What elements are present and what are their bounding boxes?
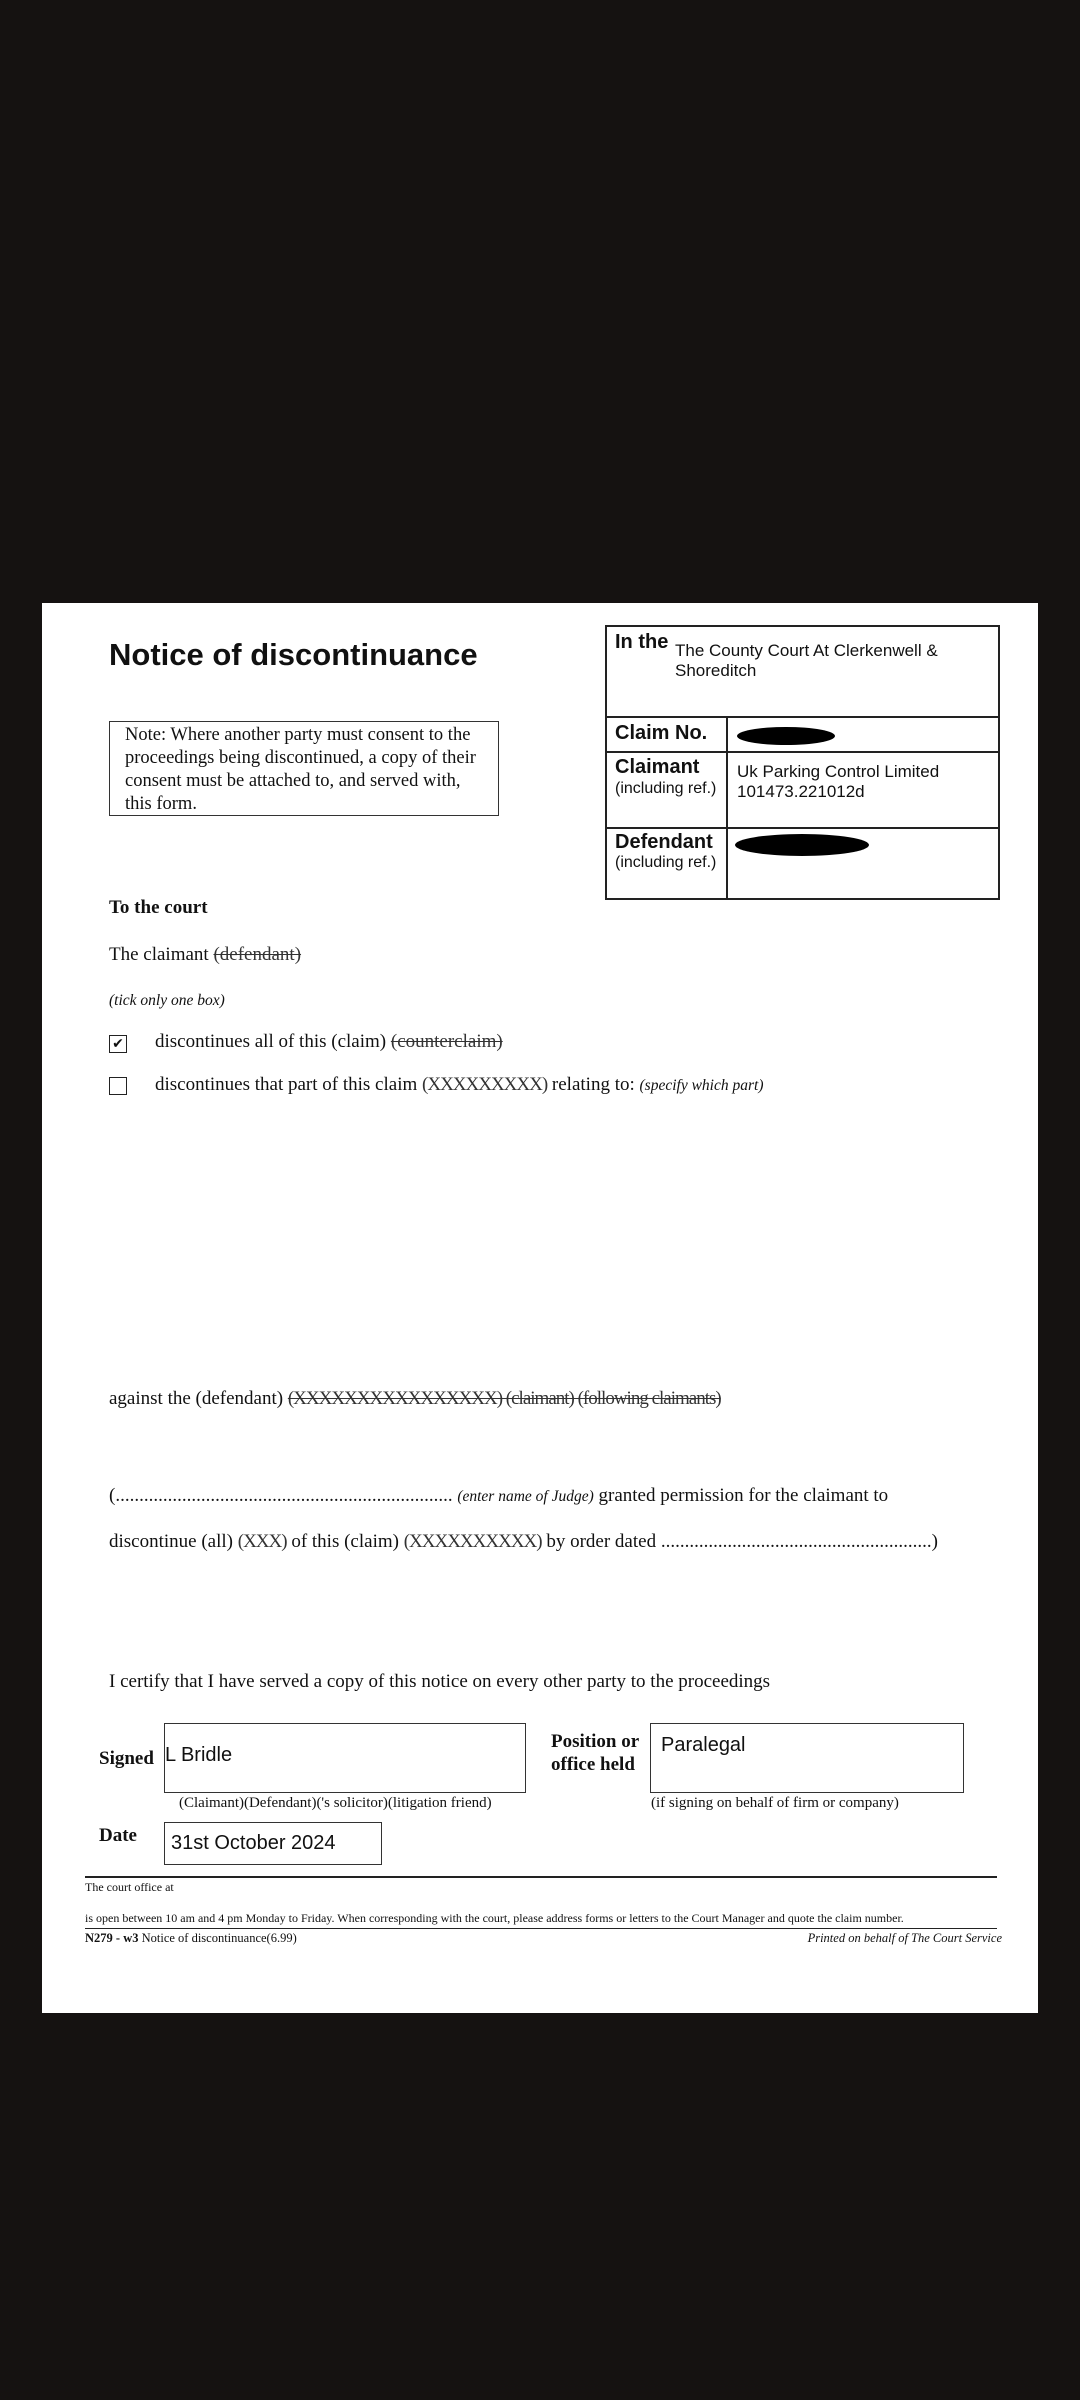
in-the-label: In the (615, 631, 669, 653)
position-label (551, 1730, 639, 1776)
struck-against-parties: (XXXXXXXXXXXXXXXX) (claimant) (following claimants) (287, 1388, 721, 1409)
opening-hours-text: is open between 10 am and 4 pm Monday to Friday. When corresponding with the court, please address forms or letters to the Court Manager and quote the claim number. (85, 1911, 904, 1925)
form-name: Notice of discontinuance(6.99) (141, 1931, 297, 1945)
option2-text: discontinues that part of this claim (155, 1074, 418, 1095)
defendant-ref-label: (including ref.) (615, 854, 717, 871)
position-label-line2: office held (551, 1754, 635, 1775)
redacted-defendant-name (735, 834, 869, 856)
court-name: The County Court At Clerkenwell & Shoreditch (675, 641, 938, 680)
form-title: Notice of discontinuance (109, 637, 478, 672)
court-office-text: The court office at (85, 1880, 174, 1894)
date-field[interactable]: 31st October 2024 (164, 1822, 382, 1865)
claimant-label: Claimant (615, 756, 700, 778)
against-line (109, 1388, 721, 1410)
signed-field[interactable]: L Bridle (164, 1723, 526, 1793)
discontinue-start: discontinue (all) (109, 1531, 233, 1552)
table-divider (607, 716, 998, 718)
struck-counterclaim: (counterclaim) (390, 1031, 503, 1052)
redacted-claim-number (737, 727, 835, 745)
judge-line-end: granted permission for the claimant to (598, 1485, 889, 1506)
option2-relating: relating to: (551, 1074, 635, 1095)
position-caption: (if signing on behalf of firm or company) (651, 1795, 899, 1811)
position-label-line1: Position or (551, 1731, 640, 1752)
footer-rule (85, 1876, 997, 1878)
form-reference (85, 1931, 297, 1946)
claimant-text: The claimant (109, 944, 209, 965)
document-page (42, 603, 1038, 2013)
claimant-reference: 101473.221012d (737, 782, 865, 801)
table-divider (607, 827, 998, 829)
against-text: against the (defendant) (109, 1388, 284, 1409)
struck-discontinue-1: (XXX) (237, 1531, 287, 1552)
date-label: Date (99, 1825, 137, 1846)
table-column-divider (726, 716, 728, 898)
option2-specify-hint: (specify which part) (639, 1077, 764, 1094)
footer-rule-2 (85, 1928, 997, 1929)
discontinue-part-checkbox[interactable] (109, 1077, 127, 1095)
form-code: N279 - w3 (85, 1931, 139, 1945)
claimant-name: Uk Parking Control Limited (737, 762, 940, 781)
signed-caption: (Claimant)(Defendant)('s solicitor)(litigation friend) (179, 1795, 492, 1811)
defendant-label: Defendant (615, 831, 713, 853)
claimant-line (109, 944, 301, 966)
position-field[interactable]: Paralegal (650, 1723, 964, 1793)
table-divider (607, 751, 998, 753)
court-details-box (605, 625, 1000, 900)
consent-note: Note: Where another party must consent to the proceedings being discontinued, a copy of their consent must be attached to, and served with, this form. (109, 721, 499, 816)
judge-name-hint: (enter name of Judge) (457, 1488, 594, 1505)
discontinue-order-line (109, 1531, 938, 1553)
discontinue-all-checkbox[interactable]: ✔ (109, 1035, 127, 1053)
judge-permission-line (109, 1485, 888, 1507)
judge-line-start: (....................................................................... (109, 1485, 453, 1506)
signed-label: Signed (99, 1748, 154, 1769)
claimant-ref-label: (including ref.) (615, 780, 717, 797)
option1-text: discontinues all of this (claim) (155, 1031, 387, 1052)
discontinue-mid: of this (claim) (291, 1531, 399, 1552)
struck-defendant: (defendant) (213, 944, 302, 965)
claim-no-label: Claim No. (615, 722, 708, 744)
to-the-court-heading: To the court (109, 897, 208, 918)
certify-statement: I certify that I have served a copy of this notice on every other party to the proceedings (109, 1671, 771, 1692)
discontinue-end: by order dated .........................................................) (546, 1531, 938, 1552)
option-discontinue-part (155, 1074, 764, 1096)
tick-instruction: (tick only one box) (109, 992, 225, 1009)
printed-on-behalf: Printed on behalf of The Court Service (807, 1931, 1002, 1945)
struck-discontinue-2: (XXXXXXXXXX) (403, 1531, 542, 1552)
struck-option2: (XXXXXXXXX) (422, 1074, 548, 1095)
option-discontinue-all (155, 1031, 503, 1053)
